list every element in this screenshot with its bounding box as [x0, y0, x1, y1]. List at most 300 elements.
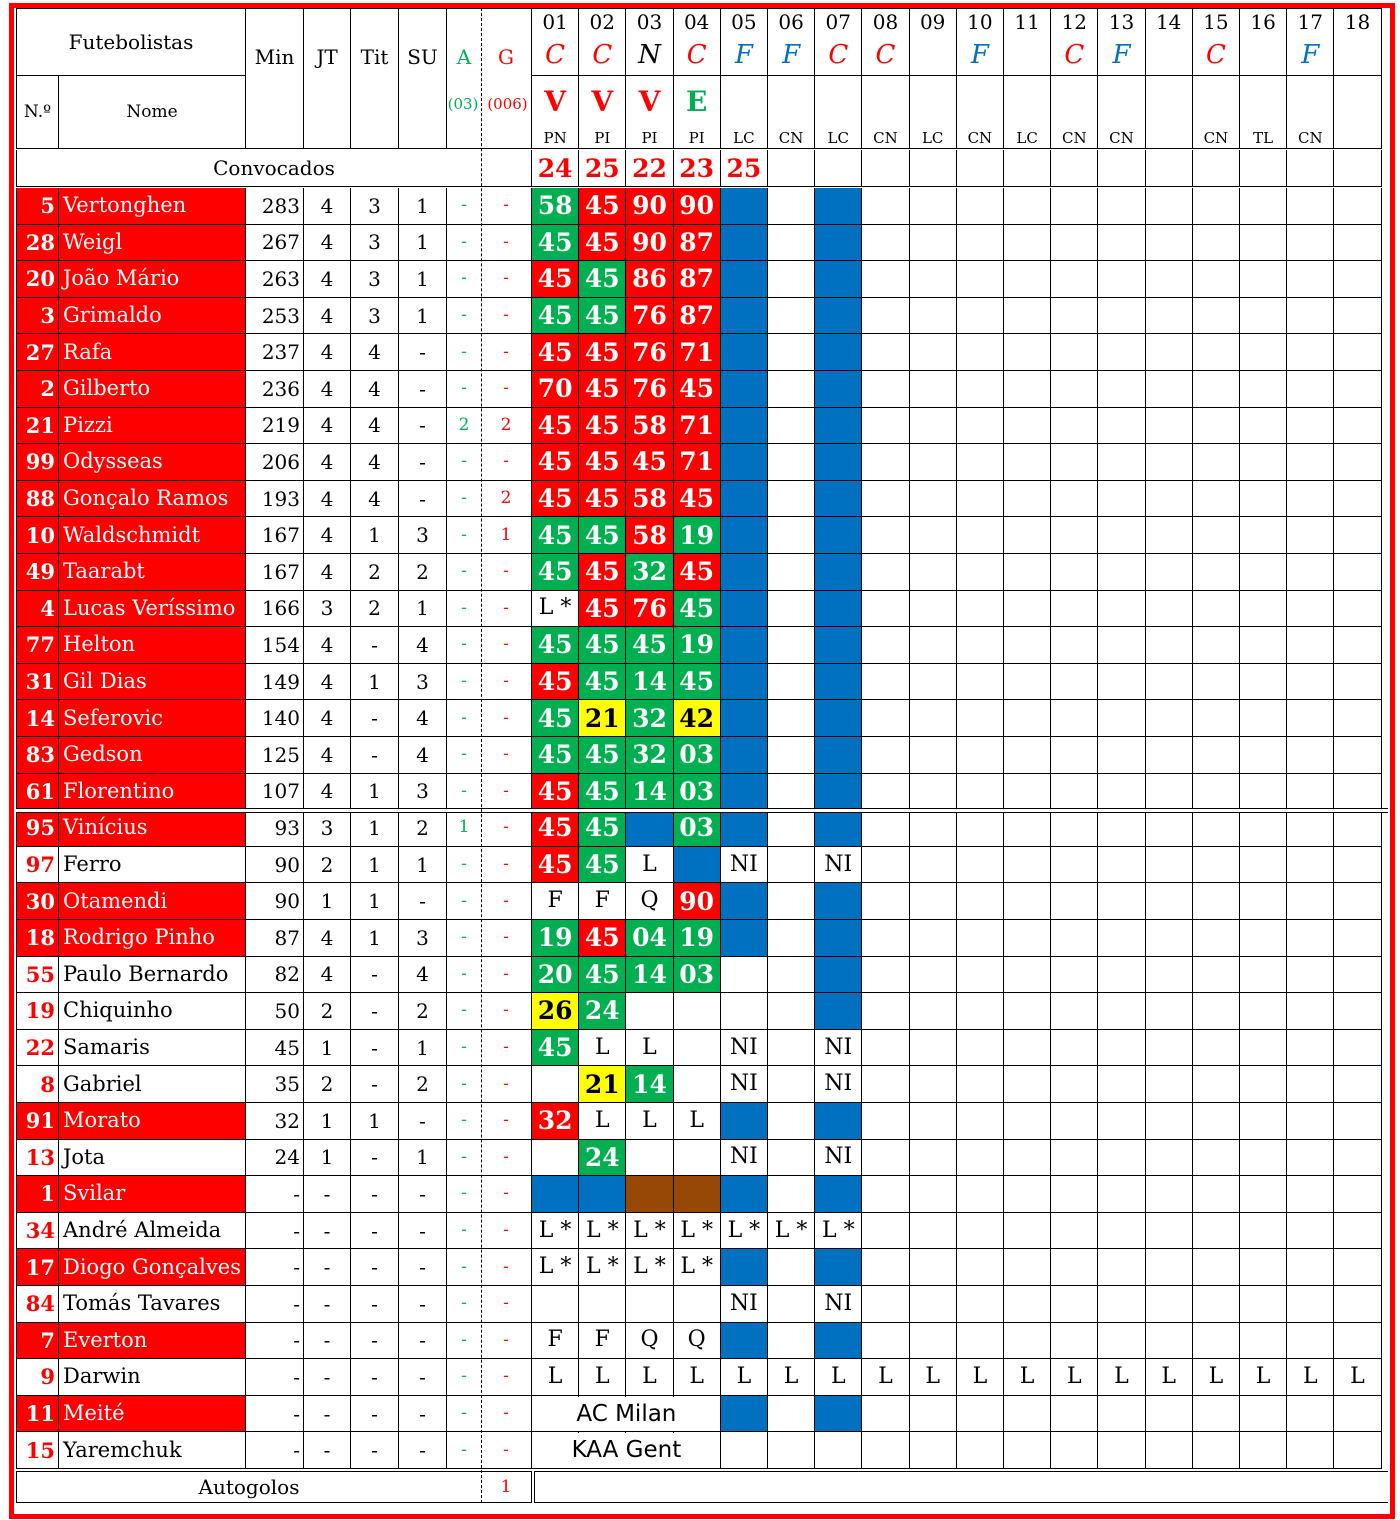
- match-minutes-cell: [1004, 371, 1051, 408]
- player-assists: -: [447, 1140, 481, 1177]
- player-minutes: 167: [246, 554, 304, 591]
- match-minutes-cell: [768, 1323, 815, 1360]
- match-minutes-cell: [862, 298, 909, 335]
- player-subs: 3: [399, 774, 447, 811]
- player-goals: -: [481, 261, 532, 298]
- match-minutes-cell: 45: [532, 737, 579, 774]
- player-minutes: 107: [246, 774, 304, 811]
- match-minutes-cell: [1334, 700, 1381, 737]
- match-minutes-cell: [1051, 591, 1098, 628]
- match-minutes-cell: [1051, 1286, 1098, 1323]
- match-minutes-cell: [862, 408, 909, 445]
- player-name: Tomás Tavares: [59, 1286, 246, 1323]
- match-minutes-cell: 71: [674, 444, 721, 481]
- match-minutes-cell: 90: [674, 188, 721, 225]
- match-minutes-cell: [1193, 1213, 1240, 1250]
- match-minutes-cell: [815, 774, 862, 811]
- player-name: Morato: [59, 1103, 246, 1140]
- match-number: 03: [626, 8, 673, 34]
- player-minutes: 237: [246, 334, 304, 371]
- match-minutes-cell: [1334, 591, 1381, 628]
- match-minutes-cell: [768, 993, 815, 1030]
- match-minutes-cell: [1004, 810, 1051, 847]
- player-assists: -: [447, 1286, 481, 1323]
- called-up-count: 25: [579, 150, 626, 187]
- match-minutes-cell: [910, 664, 957, 701]
- player-number: 8: [16, 1066, 59, 1103]
- match-minutes-cell: [910, 737, 957, 774]
- match-minutes-cell: [1098, 1213, 1145, 1250]
- match-minutes-cell: [721, 664, 768, 701]
- match-minutes-cell: 90: [626, 225, 673, 262]
- match-minutes-cell: [1193, 847, 1240, 884]
- player-number: 21: [16, 408, 59, 445]
- player-goals: -: [481, 920, 532, 957]
- match-minutes-cell: [1334, 957, 1381, 994]
- match-minutes-cell: L: [626, 1359, 673, 1396]
- match-minutes-cell: [1334, 1066, 1381, 1103]
- player-goals: 2: [481, 408, 532, 445]
- match-minutes-cell: [1004, 957, 1051, 994]
- match-minutes-cell: 45: [579, 664, 626, 701]
- match-minutes-cell: [815, 664, 862, 701]
- match-minutes-cell: [721, 993, 768, 1030]
- called-up-count: [1051, 150, 1098, 187]
- match-minutes-cell: [1098, 444, 1145, 481]
- match-minutes-cell: [1146, 1396, 1193, 1433]
- match-minutes-cell: [1334, 188, 1381, 225]
- match-minutes-cell: [721, 444, 768, 481]
- match-minutes-cell: NI: [721, 1066, 768, 1103]
- player-number: 77: [16, 627, 59, 664]
- match-minutes-cell: [862, 664, 909, 701]
- player-minutes: 283: [246, 188, 304, 225]
- player-starts: -: [351, 700, 399, 737]
- player-subs: 1: [399, 847, 447, 884]
- match-minutes-cell: NI: [721, 1030, 768, 1067]
- match-minutes-cell: [957, 883, 1004, 920]
- match-minutes-cell: [1287, 481, 1334, 518]
- match-minutes-cell: [910, 957, 957, 994]
- match-minutes-cell: [1334, 627, 1381, 664]
- player-subs: 1: [399, 1030, 447, 1067]
- match-number: 10: [957, 8, 1004, 34]
- match-minutes-cell: [1051, 1030, 1098, 1067]
- match-minutes-cell: 45: [579, 920, 626, 957]
- player-starts: -: [351, 1432, 399, 1469]
- match-number: 07: [815, 8, 862, 34]
- player-subs: -: [399, 1249, 447, 1286]
- player-goals: -: [481, 1066, 532, 1103]
- player-number: 17: [16, 1249, 59, 1286]
- match-minutes-cell: [1193, 444, 1240, 481]
- match-minutes-cell: [815, 700, 862, 737]
- match-minutes-cell: [1240, 1323, 1287, 1360]
- match-minutes-cell: 45: [579, 627, 626, 664]
- match-minutes-cell: L: [1240, 1359, 1287, 1396]
- player-assists: -: [447, 883, 481, 920]
- match-minutes-cell: [1051, 444, 1098, 481]
- match-minutes-cell: 45: [532, 700, 579, 737]
- match-minutes-cell: [1287, 517, 1334, 554]
- match-minutes-cell: [862, 1396, 909, 1433]
- match-minutes-cell: L: [1051, 1359, 1098, 1396]
- match-minutes-cell: [862, 1213, 909, 1250]
- player-games: -: [304, 1176, 351, 1213]
- player-name: Vertonghen: [59, 188, 246, 225]
- match-minutes-cell: [957, 1066, 1004, 1103]
- match-minutes-cell: L: [626, 1103, 673, 1140]
- match-minutes-cell: [862, 847, 909, 884]
- player-starts: 2: [351, 554, 399, 591]
- player-starts: 3: [351, 225, 399, 262]
- match-minutes-cell: [1051, 810, 1098, 847]
- player-goals: -: [481, 591, 532, 628]
- player-goals: -: [481, 1286, 532, 1323]
- player-games: 2: [304, 847, 351, 884]
- called-up-count: [1287, 150, 1334, 187]
- player-games: -: [304, 1323, 351, 1360]
- match-minutes-cell: 03: [674, 810, 721, 847]
- match-minutes-cell: [1240, 1176, 1287, 1213]
- match-minutes-cell: [957, 1176, 1004, 1213]
- player-number: 84: [16, 1286, 59, 1323]
- match-minutes-cell: [721, 188, 768, 225]
- player-number: 22: [16, 1030, 59, 1067]
- player-games: 3: [304, 810, 351, 847]
- match-minutes-cell: [1334, 261, 1381, 298]
- match-minutes-cell: [1193, 810, 1240, 847]
- player-minutes: 90: [246, 883, 304, 920]
- match-minutes-cell: [1287, 554, 1334, 591]
- match-minutes-cell: [1334, 774, 1381, 811]
- match-minutes-cell: [862, 1140, 909, 1177]
- match-minutes-cell: 21: [579, 700, 626, 737]
- match-minutes-cell: [1287, 627, 1334, 664]
- match-minutes-cell: 03: [674, 957, 721, 994]
- match-result: [721, 76, 768, 128]
- match-minutes-cell: [957, 1286, 1004, 1323]
- player-assists: -: [447, 664, 481, 701]
- player-minutes: 166: [246, 591, 304, 628]
- match-minutes-cell: [862, 957, 909, 994]
- player-number: 49: [16, 554, 59, 591]
- player-subs: -: [399, 1359, 447, 1396]
- player-number: 83: [16, 737, 59, 774]
- player-games: 4: [304, 408, 351, 445]
- match-minutes-cell: [1240, 1213, 1287, 1250]
- player-assists: -: [447, 261, 481, 298]
- player-starts: 4: [351, 444, 399, 481]
- player-number: 99: [16, 444, 59, 481]
- called-up-count: [1334, 150, 1381, 187]
- player-assists: -: [447, 1323, 481, 1360]
- match-minutes-cell: [721, 554, 768, 591]
- match-venue-tag: LC: [721, 128, 768, 149]
- player-name: Darwin: [59, 1359, 246, 1396]
- match-minutes-cell: [910, 298, 957, 335]
- match-minutes-cell: [1051, 188, 1098, 225]
- match-minutes-cell: L: [1004, 1359, 1051, 1396]
- player-subs: 4: [399, 737, 447, 774]
- player-assists: 2: [447, 408, 481, 445]
- match-minutes-cell: [862, 554, 909, 591]
- match-minutes-cell: [1334, 408, 1381, 445]
- goals-total: (006): [487, 94, 528, 113]
- player-minutes: 219: [246, 408, 304, 445]
- match-minutes-cell: 87: [674, 261, 721, 298]
- match-minutes-cell: [910, 261, 957, 298]
- match-minutes-cell: [1193, 627, 1240, 664]
- match-minutes-cell: [1287, 1323, 1334, 1360]
- player-name: Grimaldo: [59, 298, 246, 335]
- match-minutes-cell: [1098, 664, 1145, 701]
- match-minutes-cell: 45: [579, 298, 626, 335]
- match-minutes-cell: [1193, 1176, 1240, 1213]
- match-minutes-cell: [957, 481, 1004, 518]
- match-minutes-cell: [1051, 554, 1098, 591]
- match-minutes-cell: [768, 554, 815, 591]
- player-starts: 3: [351, 261, 399, 298]
- called-up-label: Convocados: [16, 150, 532, 187]
- player-subs: -: [399, 883, 447, 920]
- match-minutes-cell: [1098, 1066, 1145, 1103]
- player-assists: -: [447, 481, 481, 518]
- match-minutes-cell: NI: [815, 1030, 862, 1067]
- match-minutes-cell: [1051, 737, 1098, 774]
- match-minutes-cell: [1098, 1323, 1145, 1360]
- match-minutes-cell: [1240, 591, 1287, 628]
- match-venue-tag: CN: [1193, 128, 1240, 149]
- match-minutes-cell: [1193, 1030, 1240, 1067]
- match-result: [1240, 76, 1287, 128]
- squad-stats-table: [14, 8, 1390, 1508]
- match-minutes-cell: 45: [579, 334, 626, 371]
- match-number: 14: [1146, 8, 1193, 34]
- player-minutes: 253: [246, 298, 304, 335]
- player-subs: -: [399, 334, 447, 371]
- match-minutes-cell: [1051, 774, 1098, 811]
- match-number: 01: [532, 8, 579, 34]
- match-result: V: [579, 76, 626, 128]
- match-minutes-cell: [1287, 334, 1334, 371]
- match-minutes-cell: [1287, 920, 1334, 957]
- player-games: 4: [304, 627, 351, 664]
- match-minutes-cell: 32: [626, 737, 673, 774]
- player-minutes: 90: [246, 847, 304, 884]
- match-minutes-cell: [1051, 371, 1098, 408]
- match-minutes-cell: [1287, 298, 1334, 335]
- player-goals: -: [481, 1030, 532, 1067]
- player-subs: -: [399, 1213, 447, 1250]
- match-minutes-cell: [957, 1249, 1004, 1286]
- match-venue-tag: TL: [1240, 128, 1287, 149]
- match-minutes-cell: 90: [626, 188, 673, 225]
- player-subs: 1: [399, 225, 447, 262]
- match-minutes-cell: 45: [579, 408, 626, 445]
- match-minutes-cell: [1334, 1396, 1381, 1433]
- match-minutes-cell: [957, 993, 1004, 1030]
- match-minutes-cell: L: [1098, 1359, 1145, 1396]
- player-games: 1: [304, 1030, 351, 1067]
- match-minutes-cell: [1334, 810, 1381, 847]
- match-minutes-cell: [1004, 1249, 1051, 1286]
- match-minutes-cell: 58: [626, 517, 673, 554]
- match-minutes-cell: [1098, 298, 1145, 335]
- match-minutes-cell: [768, 627, 815, 664]
- games-column-header: JT: [304, 8, 351, 149]
- match-minutes-cell: [910, 1103, 957, 1140]
- match-minutes-cell: [910, 700, 957, 737]
- match-minutes-cell: [862, 481, 909, 518]
- loan-club-label: AC Milan: [533, 1397, 720, 1432]
- match-minutes-cell: [1051, 1103, 1098, 1140]
- match-result: [910, 76, 957, 128]
- match-number: 06: [768, 8, 815, 34]
- match-minutes-cell: L: [1334, 1359, 1381, 1396]
- match-minutes-cell: [1240, 444, 1287, 481]
- player-games: 3: [304, 591, 351, 628]
- match-minutes-cell: [862, 1323, 909, 1360]
- player-name: Helton: [59, 627, 246, 664]
- match-minutes-cell: [910, 371, 957, 408]
- player-subs: -: [399, 1323, 447, 1360]
- match-minutes-cell: [1051, 1249, 1098, 1286]
- player-number: 4: [16, 591, 59, 628]
- match-minutes-cell: [1287, 261, 1334, 298]
- player-starts: 1: [351, 883, 399, 920]
- match-minutes-cell: [862, 737, 909, 774]
- player-name: Yaremchuk: [59, 1432, 246, 1469]
- match-minutes-cell: L: [674, 1359, 721, 1396]
- match-minutes-cell: [862, 371, 909, 408]
- match-minutes-cell: [815, 554, 862, 591]
- player-games: 4: [304, 700, 351, 737]
- match-minutes-cell: [1146, 1066, 1193, 1103]
- match-minutes-cell: [957, 700, 1004, 737]
- match-minutes-cell: [1193, 261, 1240, 298]
- match-minutes-cell: [1098, 1286, 1145, 1323]
- match-minutes-cell: [910, 1066, 957, 1103]
- match-minutes-cell: [1334, 847, 1381, 884]
- match-minutes-cell: [532, 1286, 579, 1323]
- player-assists: -: [447, 1066, 481, 1103]
- match-minutes-cell: [1240, 664, 1287, 701]
- match-minutes-cell: [862, 1286, 909, 1323]
- match-minutes-cell: [721, 774, 768, 811]
- player-minutes: 193: [246, 481, 304, 518]
- player-starts: -: [351, 1286, 399, 1323]
- match-minutes-cell: 14: [626, 774, 673, 811]
- match-minutes-cell: [626, 1140, 673, 1177]
- competition-code: F: [1287, 34, 1334, 76]
- competition-code: [910, 34, 957, 76]
- match-minutes-cell: L: [721, 1359, 768, 1396]
- match-minutes-cell: [1051, 408, 1098, 445]
- match-result: E: [674, 76, 721, 128]
- player-minutes: -: [246, 1286, 304, 1323]
- match-minutes-cell: [1146, 920, 1193, 957]
- match-minutes-cell: [1287, 700, 1334, 737]
- match-minutes-cell: [1240, 1249, 1287, 1286]
- match-minutes-cell: [1051, 1396, 1098, 1433]
- match-minutes-cell: [1004, 554, 1051, 591]
- player-assists: -: [447, 371, 481, 408]
- match-minutes-cell: [1193, 1323, 1240, 1360]
- player-goals: -: [481, 554, 532, 591]
- player-number: 95: [16, 810, 59, 847]
- match-minutes-cell: 32: [532, 1103, 579, 1140]
- match-minutes-cell: [862, 920, 909, 957]
- match-minutes-cell: NI: [815, 847, 862, 884]
- match-number: 16: [1240, 8, 1287, 34]
- match-minutes-cell: [532, 1176, 579, 1213]
- match-minutes-cell: NI: [815, 1066, 862, 1103]
- player-subs: -: [399, 444, 447, 481]
- match-result: [1098, 76, 1145, 128]
- match-minutes-cell: [721, 1249, 768, 1286]
- match-minutes-cell: [815, 481, 862, 518]
- match-minutes-cell: [910, 1286, 957, 1323]
- player-assists: -: [447, 188, 481, 225]
- match-minutes-cell: 24: [579, 993, 626, 1030]
- player-goals: -: [481, 1213, 532, 1250]
- player-number: 55: [16, 957, 59, 994]
- match-minutes-cell: [957, 225, 1004, 262]
- match-venue-tag: [1334, 128, 1381, 149]
- match-minutes-cell: [1287, 1432, 1334, 1469]
- player-number: 13: [16, 1140, 59, 1177]
- player-name: Gedson: [59, 737, 246, 774]
- match-minutes-cell: [674, 993, 721, 1030]
- match-venue-tag: [1146, 128, 1193, 149]
- match-minutes-cell: [721, 225, 768, 262]
- match-result: V: [532, 76, 579, 128]
- match-minutes-cell: 45: [579, 810, 626, 847]
- match-minutes-cell: 45: [674, 591, 721, 628]
- match-minutes-cell: [1051, 334, 1098, 371]
- match-minutes-cell: 76: [626, 298, 673, 335]
- match-result: [957, 76, 1004, 128]
- match-minutes-cell: [862, 188, 909, 225]
- competition-code: [1240, 34, 1287, 76]
- competition-code: F: [721, 34, 768, 76]
- match-minutes-cell: [957, 1396, 1004, 1433]
- match-minutes-cell: [579, 1176, 626, 1213]
- player-number: 88: [16, 481, 59, 518]
- player-minutes: 263: [246, 261, 304, 298]
- match-minutes-cell: [1287, 591, 1334, 628]
- match-minutes-cell: 32: [626, 700, 673, 737]
- player-subs: 1: [399, 1140, 447, 1177]
- match-minutes-cell: [910, 517, 957, 554]
- match-minutes-cell: [1004, 1396, 1051, 1433]
- match-minutes-cell: F: [579, 883, 626, 920]
- match-minutes-cell: [1146, 883, 1193, 920]
- match-minutes-cell: 45: [532, 1030, 579, 1067]
- player-subs: 3: [399, 664, 447, 701]
- player-number: 30: [16, 883, 59, 920]
- player-starts: 4: [351, 481, 399, 518]
- player-games: 4: [304, 261, 351, 298]
- player-games: 4: [304, 371, 351, 408]
- competition-code: F: [957, 34, 1004, 76]
- match-minutes-cell: [1004, 1103, 1051, 1140]
- match-number: 18: [1334, 8, 1381, 34]
- match-minutes-cell: L: [910, 1359, 957, 1396]
- match-minutes-cell: [768, 1030, 815, 1067]
- match-minutes-cell: L *: [768, 1213, 815, 1250]
